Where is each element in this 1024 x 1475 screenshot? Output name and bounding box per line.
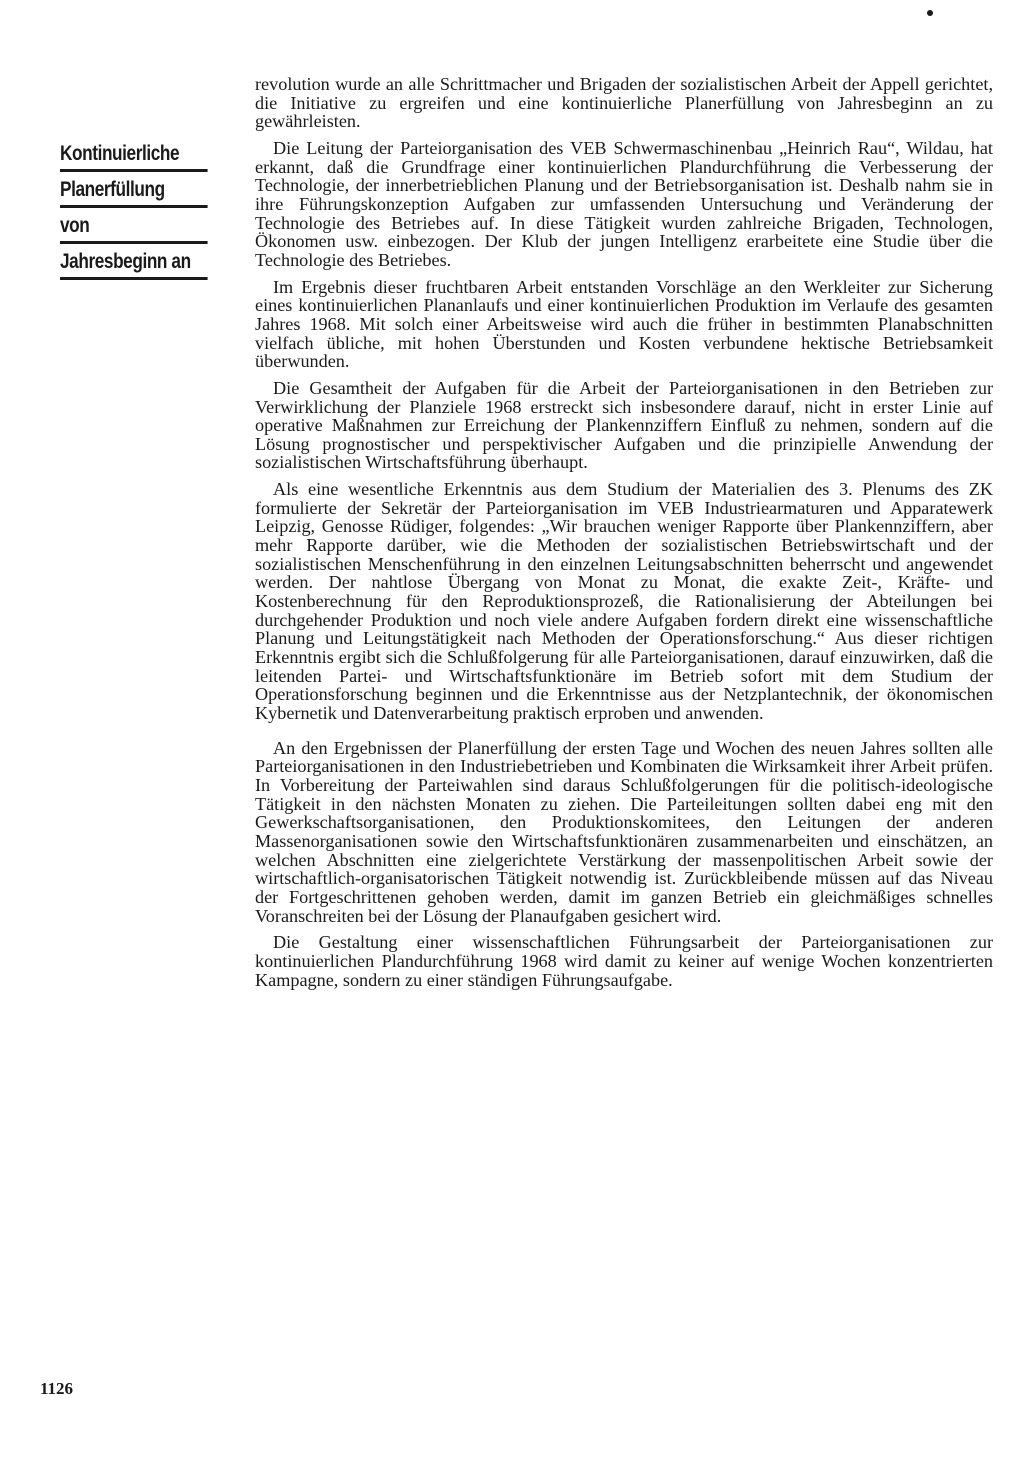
paragraph: Im Ergebnis dieser fruchtbaren Arbeit entstanden Vorschläge an den Werkleiter zur Sicherung eines kontinuierlichen Plananlaufs und einer kontinuierlichen Produktion im Verlaufe des gesamten Jahres 1968. Mit solch einer Arbeitsweise wird auch die früher in bestimmten Planabschnitten vielfach übliche, mit hohen Überstunden und Kosten verbundene hektische Betriebsamkeit überwunden. (255, 276, 993, 372)
paragraph: An den Ergebnissen der Planerfüllung der ersten Tage und Wochen des neuen Jahres sollten alle Parteiorganisationen in den Industriebetrieben und Kombinaten die Wirksamkeit ihrer Arbeit prüfen. In Vorbereitung der Parteiwahlen sind daraus Schlußfolgerungen für die politisch-ideologische Tätigkeit in den nächsten Monaten zu ziehen. Die Parteileitungen sollten dabei eng mit den Gewerkschaftsorganisationen, den Produktionskomitees, den Leitungen der anderen Massenorganisationen sowie den Wirtschaftsfunktionären zusammenarbeiten und einschätzen, an welchen Abschnitten eine zielgerichtete Verstärkung der massenpolitischen Arbeit sowie der wirtschaftlich-organisatorischen Tätigkeit notwendig ist. Zurückbleibende müssen auf das Niveau der Fortgeschrittenen gehoben werden, damit im ganzen Betrieb ein gleichmäßiges schnelles Voranschreiten bei der Lösung der Planaufgaben gesichert wird. (255, 737, 993, 926)
paragraph: revolution wurde an alle Schrittmacher und Brigaden der sozialistischen Arbeit der Appell gerichtet, die Initiative zu ergreifen und eine kontinuierliche Planerfüllung von Jahresbeginn an zu gewährleisten. (255, 74, 993, 132)
body-text (255, 75, 993, 997)
page-number: 1126 (40, 1379, 74, 1398)
paragraph: Die Gesamtheit der Aufgaben für die Arbeit der Parteiorganisationen in den Betrieben zur Verwirklichung der Planziele 1968 erstreckt sich insbesondere darauf, nicht in erster Linie auf operative Maßnahmen zur Erreichung der Plankennziffern Einfluß zu nehmen, sondern auf die Lösung prognostischer und perspektivischer Aufgaben und die prinzipielle Anwendung der sozialistischen Wirtschaftsführung überhaupt. (255, 377, 993, 473)
margin-heading-line: Jahresbeginn an (60, 246, 208, 280)
margin-heading-line: von (60, 210, 208, 244)
paragraph: Die Leitung der Parteiorganisation des VEB Schwermaschinenbau „Heinrich Rau“, Wildau, hat erkannt, daß die Grundfrage einer kontinuierlichen Plandurchführung die Verbesserung der Technologie, der innerbetrieblichen Planung und der Betriebsorganisation ist. Deshalb nahm sie in ihre Führungskonzeption Aufgaben zur umfassenden Untersuchung und Veränderung der Technologie des Betriebes auf. In diese Tätigkeit wurden zahlreiche Brigaden, Technologen, Ökonomen usw. einbezogen. Der Klub der jungen Intelligenz erarbeitete eine Studie über die Technologie des Betriebes. (255, 137, 993, 270)
margin-heading-line: Planerfüllung (60, 174, 208, 208)
margin-heading-line: Kontinuierliche (60, 138, 208, 172)
print-dot (927, 10, 933, 16)
paragraph: Die Gestaltung einer wissenschaftlichen Führungsarbeit der Parteiorganisationen zur kontinuierlichen Plandurchführung 1968 wird damit zu keiner auf wenige Wochen konzentrierten Kampagne, sondern zu einer ständigen Führungsaufgabe. (255, 932, 993, 990)
paragraph: Als eine wesentliche Erkenntnis aus dem Studium der Materialien des 3. Plenums des ZK formulierte der Sekretär der Parteiorganisation im VEB Industriearmaturen und Apparatewerk Leipzig, Genosse Rüdiger, folgendes: „Wir brauchen weniger Rapporte über Plankennziffern, aber mehr Rapporte darüber, wie die Methoden der sozialistischen Betriebswirtschaft und der sozialistischen Menschenführung in den einzelnen Leitungsabschnitten beherrscht und angewendet werden. Der nahtlose Übergang von Monat zu Monat, die exakte Zeit-, Kräfte- und Kostenberechnung für den Reproduktionsprozeß, die Rationalisierung der Abteilungen bei durchgehender Produktion und noch viele andere Aufgaben fordern direkt eine wissenschaftliche Planung und Leitungstätigkeit nach Methoden der Operationsforschung.“ Aus dieser richtigen Erkenntnis ergibt sich die Schlußfolgerung für alle Parteiorganisationen, darauf einzuwirken, daß die leitenden Partei- und Wirtschaftsfunktionäre im Betrieb sofort mit dem Studium der Operationsforschung beginnen und die Erkenntnisse aus der Netzplantechnik, der ökonomischen Kybernetik und Datenverarbeitung praktisch erproben und anwenden. (255, 479, 993, 723)
margin-heading (60, 138, 240, 282)
